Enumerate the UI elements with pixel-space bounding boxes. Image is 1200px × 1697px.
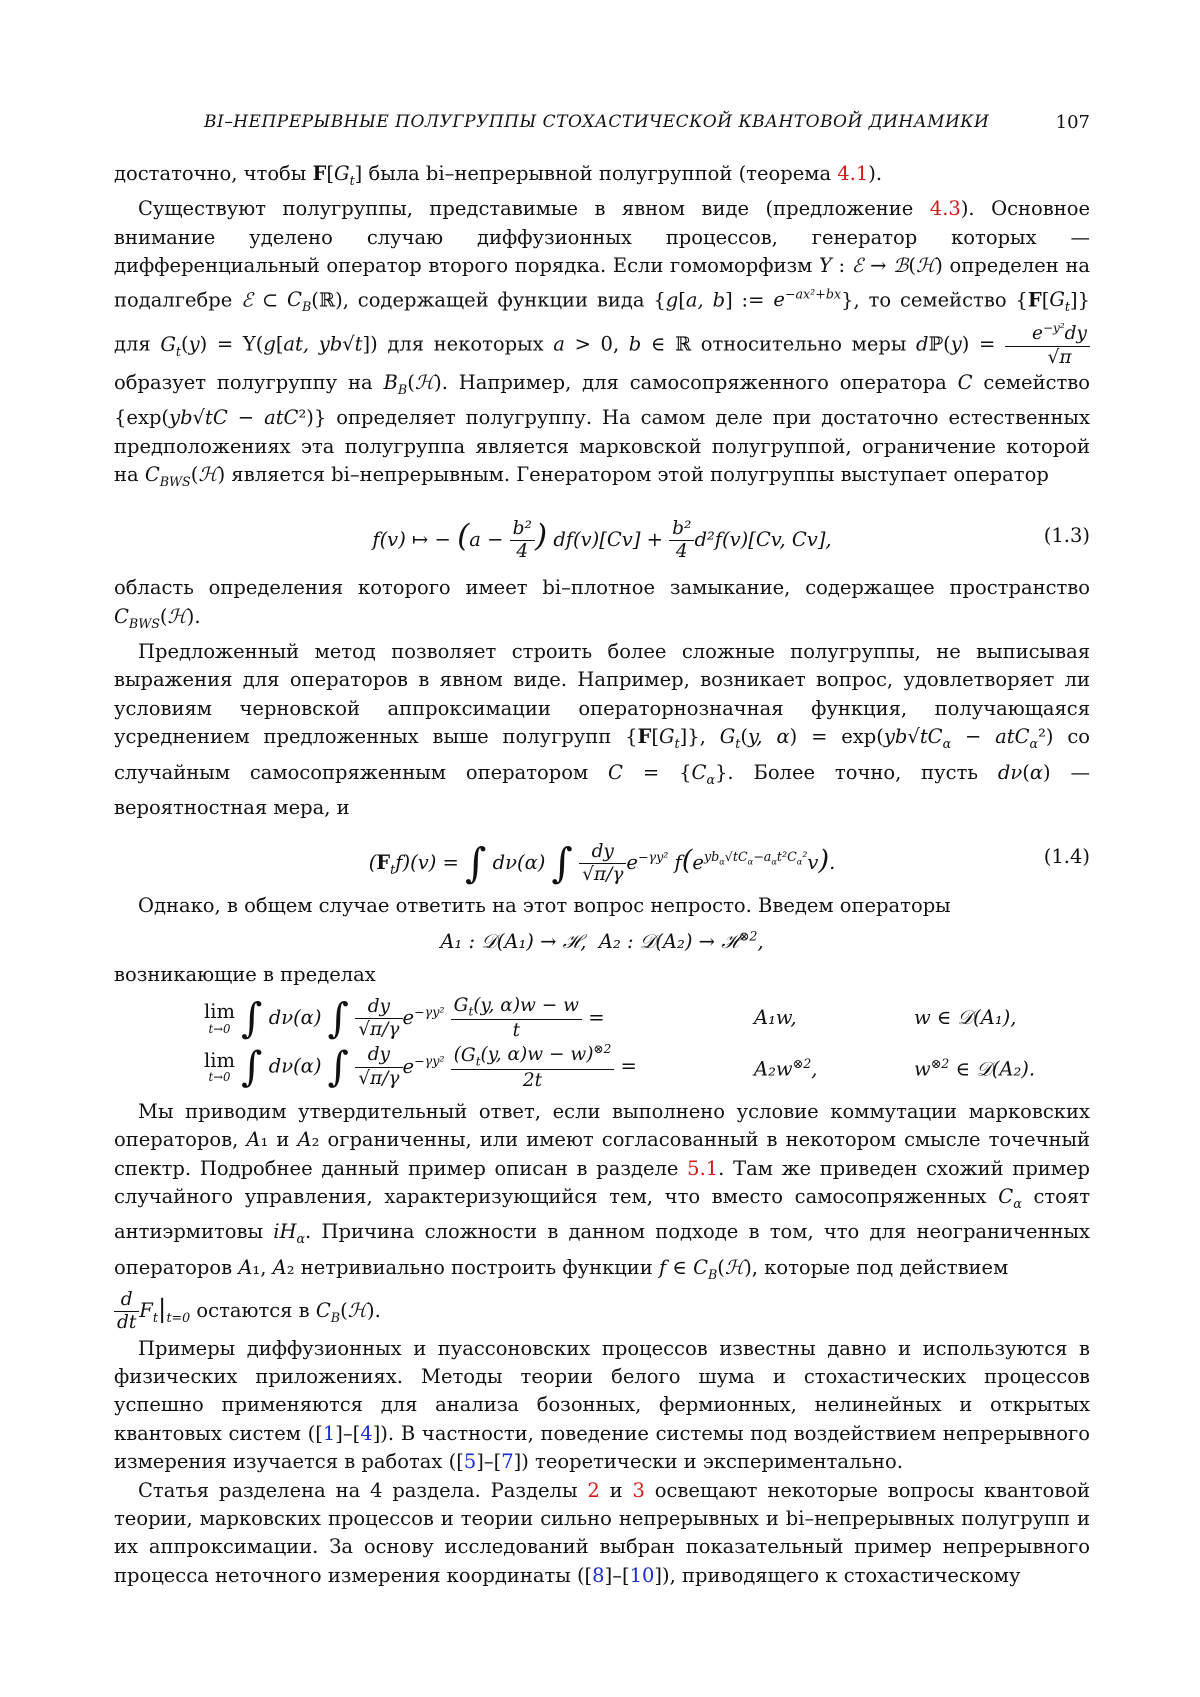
ref-section-5-1[interactable]: 5.1 <box>687 1156 719 1180</box>
paragraph-3: Предложенный метод позволяет строить более сложные полугруппы, не выписывая выражения для операторов в явном виде. Например, возникает вопрос, удовлетворяет ли условиям черновской аппроксимации операторнозначная функция, получающаяся усреднением предложенных выше полугрупп $\{F[G_t]\}$, $G_t(y$, $\alpha) = \exp(yb√tC_\alpha - atC_\alpha^2)$ со случайным самосопряженным оператором $C = \{C_\alpha\}$. Более точно, пусть dν(α) — вероятностная мера, и <box>114 640 1091 819</box>
ref-cite-4[interactable]: 4 <box>360 1421 373 1445</box>
paragraph-8: Статья разделена на 4 раздела. Разделы 2 и 3 освещают некоторые вопросы квантовой теории, марковских процессов и теории сильно непрерывных и bi–непрерывных полугрупп и их аппроксимации. За основу исследований выбран показательный пример непрерывного процесса неточного измерения координаты ([8]–[10]), приводящего к стохастическому <box>114 1478 1090 1587</box>
equation-operators: A₁ : 𝒟(A₁) → ℋ, A₂ : 𝒟(A₂) → ℋ$^{\otimes 2}$, <box>440 928 764 954</box>
ref-proposition[interactable]: 4.3 <box>929 197 961 221</box>
ref-cite-5[interactable]: 5 <box>463 1450 477 1474</box>
paragraph-1: Существуют полугруппы, представимые в явном виде (предложение 4.3). Основное внимание уделено случаю диффузионных процессов, генератор которых — дифференциальный оператор второго порядка. Если гомоморфизм Υ : ℰ → ℬ(ℋ) определен на подалгебре ℰ ⊂ $C_B(ℝ)$, содержащей функции вида {g[a, b] := $e^{-ax^2+bx}$}, то семейство $\{F[G_t]\}$ для $G_t(y) = \Upsilon(g[at$, yb√t]) для некоторых a > 0, b ∈ ℝ относительно меры dℙ(y) = $\frac{e^{-y^2}dy}{√\pi}$ образует полугруппу на $B_B(ℋ)$. Например, для самосопряженного оператора C семейство {exp(yb√tC − atC²)} определяет полугруппу. На самом деле при достаточно естественных предположениях эта полугруппа является марковской полугруппой, ограничение которой на $C_{BWS}(ℋ)$ является bi–непрерывным. Генератором этой полугруппы выступает оператор <box>114 197 1091 489</box>
equation-number-1-4: (1.4) <box>1043 845 1090 869</box>
equation-limits: lim t→0 ∫ dν(α) ∫ $\frac{dy}{√\pi/\gamma}$ $e^{-\gamma y^2}$ $\frac{G_t(y, \alpha)w - w}{t}$ = A₁w, w ∈ 𝒟(A₁), lim t→0 ∫ dν(α) ∫ $\frac{dy}{√\pi/\gamma}$ $e^{-\gamma y^2}$ $\frac{(G_t(y, \alpha)w - w)^{\otimes 2}}{2t}$ = $A_2w^{\otimes 2}$, $w^{\otimes 2}$ ∈ 𝒟(A₂). <box>204 994 1036 1091</box>
paragraph-6b: $\frac{d}{dt}$ $F_t|_{t=0}$ остаются в $C_B(ℋ)$. <box>114 1289 1090 1334</box>
running-title: BI–НЕПРЕРЫВНЫЕ ПОЛУГРУППЫ СТОХАСТИЧЕСКОЙ КВАНТОВОЙ ДИНАМИКИ <box>204 112 990 132</box>
ref-cite-8[interactable]: 8 <box>592 1563 605 1587</box>
paragraph-4: Однако, в общем случае ответить на этот вопрос непросто. Введем операторы <box>138 894 951 918</box>
paragraph-0: достаточно, чтобы $F[G_t]$ была bi–непрерывной полугруппой (теорема 4.1). <box>114 162 883 188</box>
ref-cite-10[interactable]: 10 <box>629 1563 655 1587</box>
ref-cite-7[interactable]: 7 <box>501 1450 514 1474</box>
equation-1-4: $(F_tf)(v)$ = ∫ dν(α) ∫ $\frac{dy}{√\pi/\gamma}$ $e^{-\gamma y^2}$ $f(e^{yb_\alpha√tC_\alpha-a_\alpha t^2C_\alpha^2}v)$. (1.4) <box>114 826 1090 888</box>
ref-section-2[interactable]: 2 <box>587 1478 600 1502</box>
article-body <box>114 160 1090 1590</box>
ref-section-3[interactable]: 3 <box>632 1478 645 1502</box>
ref-theorem[interactable]: 4.1 <box>837 162 869 185</box>
equation-number-1-3: (1.3) <box>1043 524 1090 548</box>
ref-cite-1[interactable]: 1 <box>322 1421 336 1445</box>
paragraph-6: Мы приводим утвердительный ответ, если выполнено условие коммутации марковских операторов, A₁ и A₂ ограниченны, или имеют согласованный в некотором смысле точечный спектр. Подробнее данный пример описан в разделе 5.1. Там же приведен схожий пример случайного управления, характеризующийся тем, что вместо самосопряженных $C_\alpha$ стоят антиэрмитовы $iH_\alpha$. Причина сложности в данном подходе в том, что для неограниченных операторов A₁, A₂ нетривиально построить функции f ∈ $C_B(ℋ)$, которые под действием <box>114 1099 1091 1282</box>
page-number: 107 <box>1055 112 1090 133</box>
equation-1-3: f(v) ↦ − (a − $\frac{\text{b²}}{4}$ ) df(v)[Cv] + $\frac{\text{b²}}{4}$ d²f(v)[Cv, Cv], (1.3) <box>114 508 1090 564</box>
paragraph-7: Примеры диффузионных и пуассоновских процессов известны давно и используются в физических приложениях. Методы теории белого шума и стохастических процессов успешно применяются для анализа бозонных, фермионных, нелинейных и открытых квантовых систем ([1]–[4]). В частности, поведение системы под воздействием непрерывного измерения изучается в работах ([5]–[7]) теоретически и экспериментально. <box>114 1336 1090 1474</box>
paragraph-2: область определения которого имеет bi–плотное замыкание, содержащее пространство $C_{BWS}(ℋ)$. <box>114 576 1090 631</box>
paragraph-5: возникающие в пределах <box>114 962 376 986</box>
running-header <box>114 112 1090 140</box>
